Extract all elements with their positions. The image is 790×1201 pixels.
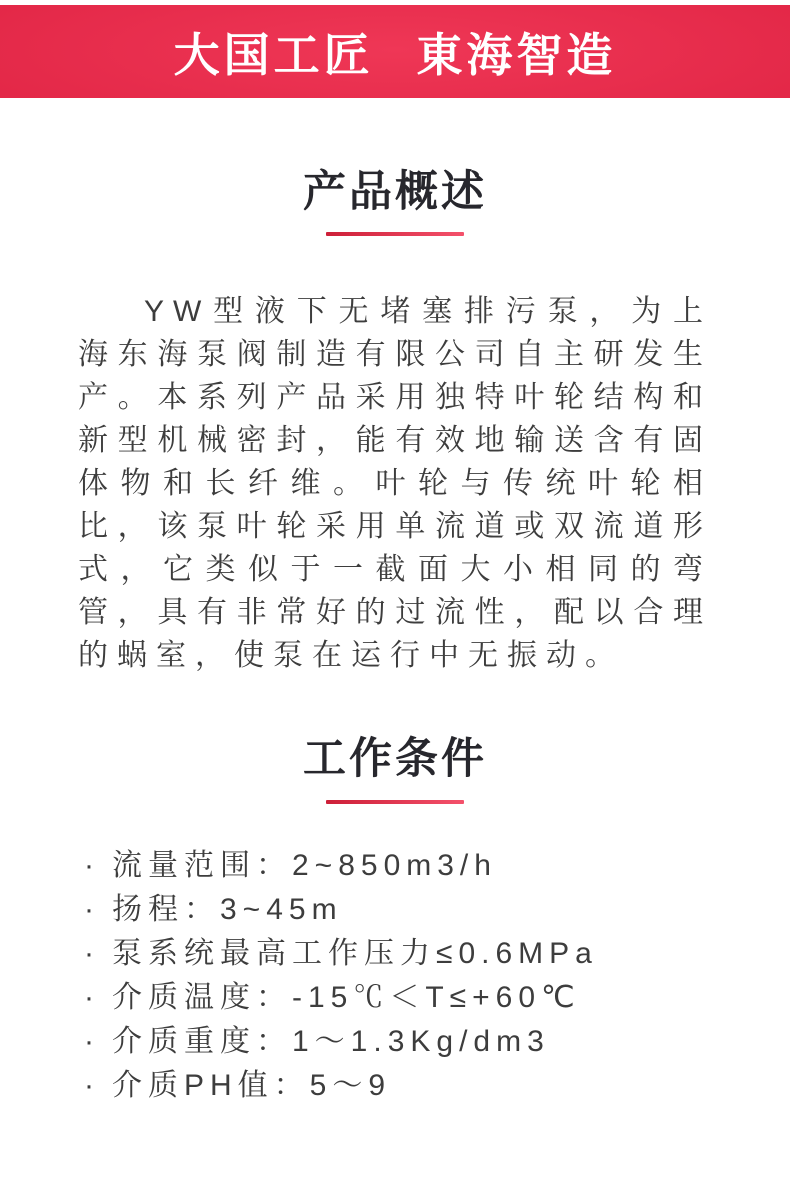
conditions-section — [0, 735, 790, 1107]
spec-item-medium-density — [84, 1020, 750, 1064]
spec-text: 介质PH值：5～9 — [112, 1068, 392, 1102]
bullet-dot-icon: · — [84, 980, 100, 1014]
spec-text: 泵系统最高工作压力≤0.6MPa — [112, 936, 598, 970]
conditions-heading: 工作条件 — [303, 735, 487, 784]
banner-title: 大国工匠 東海智造 — [173, 28, 617, 81]
bullet-dot-icon: · — [84, 1068, 100, 1102]
spec-text: 介质温度：-15℃＜T≤+60℃ — [112, 980, 581, 1014]
spec-text: 介质重度：1～1.3Kg/dm3 — [112, 1024, 550, 1058]
spec-list — [0, 844, 790, 1108]
spec-text: 流量范围：2~850m3/h — [112, 848, 497, 882]
overview-section — [0, 168, 790, 677]
bullet-dot-icon: · — [84, 1024, 100, 1058]
bullet-dot-icon: · — [84, 936, 100, 970]
overview-heading-underline — [326, 232, 464, 236]
bullet-dot-icon: · — [84, 892, 100, 926]
conditions-heading-underline — [326, 800, 464, 804]
brand-banner — [0, 5, 790, 98]
overview-paragraph: YW型液下无堵塞排污泵，为上海东海泵阀制造有限公司自主研发生产。本系列产品采用独特叶轮结构和新型机械密封，能有效地输送含有固体物和长纤维。叶轮与传统叶轮相比，该泵叶轮采用单流道或双流道形式，它类似于一截面大小相同的弯管，具有非常好的过流性，配以合理的蜗室，使泵在运行中无振动。 — [78, 295, 712, 673]
overview-heading: 产品概述 — [303, 168, 487, 216]
spec-item-head — [84, 888, 750, 932]
spec-text: 扬程：3~45m — [112, 892, 343, 926]
spec-item-max-pressure — [84, 932, 750, 976]
spec-item-medium-ph — [84, 1064, 750, 1108]
bullet-dot-icon: · — [84, 848, 100, 882]
spec-item-medium-temperature — [84, 976, 750, 1020]
spec-item-flow-range — [84, 844, 750, 888]
